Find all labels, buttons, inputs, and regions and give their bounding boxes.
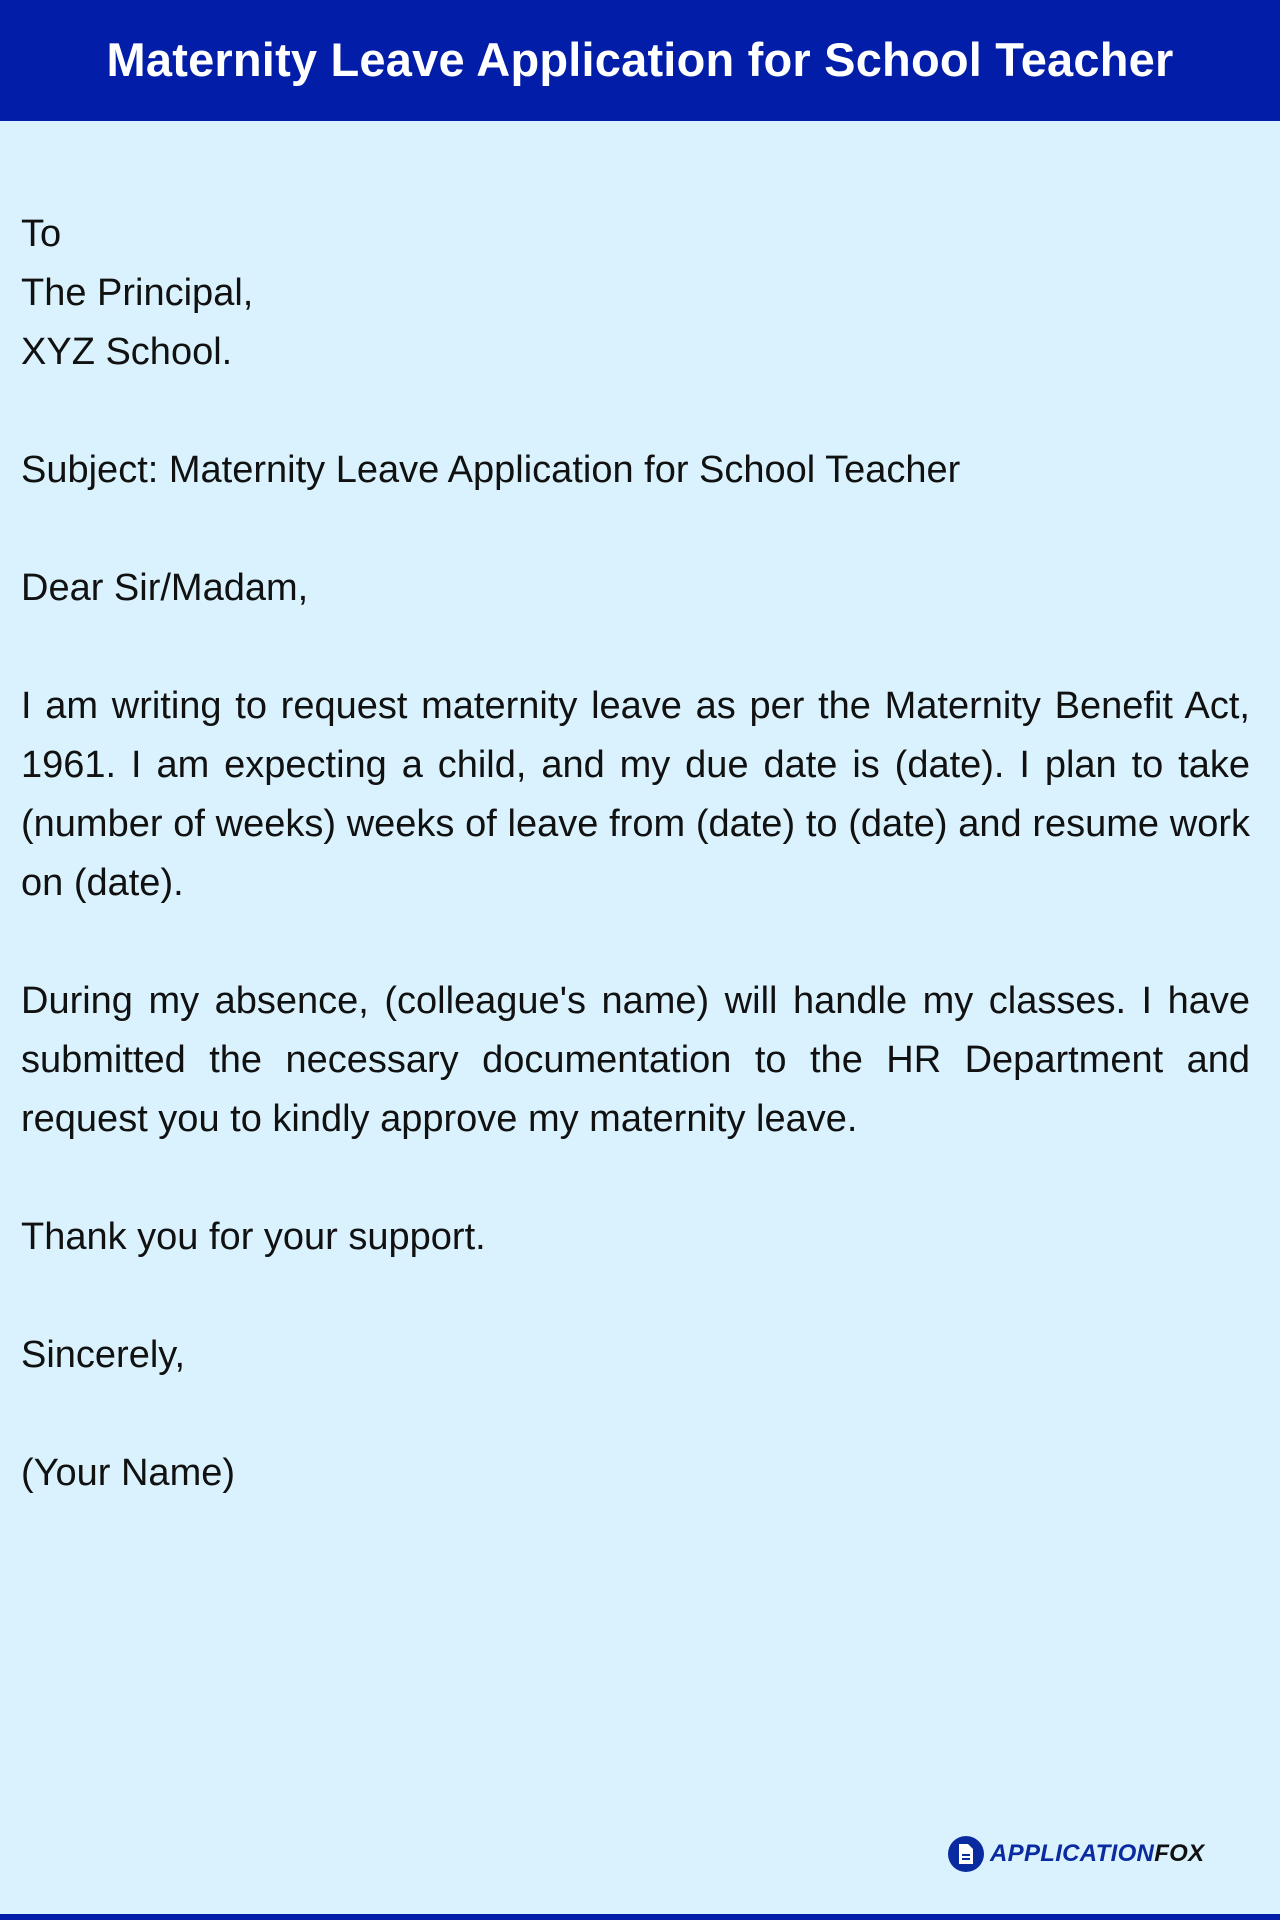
recipient-organization: XYZ School. (21, 331, 233, 373)
salutation: Dear Sir/Madam, (21, 567, 309, 609)
recipient-title: The Principal, (21, 272, 254, 314)
logo-text: APPLICATIONFOX (990, 1840, 1205, 1867)
header-banner (0, 0, 1280, 121)
signature: (Your Name) (21, 1452, 236, 1494)
letter-body (21, 205, 1250, 1503)
page-title: Maternity Leave Application for School Teacher (106, 33, 1174, 86)
document-icon (948, 1836, 984, 1872)
body-paragraph-2: During my absence, (colleague's name) will handle my classes. I have submitted the necessary documentation to the HR Department and request you to kindly approve my maternity leave. (21, 980, 1250, 1140)
recipient-to: To (21, 213, 62, 255)
closing: Sincerely, (21, 1334, 186, 1376)
thanks-line: Thank you for your support. (21, 1216, 486, 1258)
applicationfox-logo (948, 1836, 1204, 1872)
body-paragraph-1: I am writing to request maternity leave as per the Maternity Benefit Act, 1961. I am expecting a child, and my due date is (date). I plan to take (number of weeks) weeks of leave from (date) to (date) and resume work on (date). (21, 685, 1250, 904)
subject-line: Subject: Maternity Leave Application for School Teacher (21, 449, 961, 491)
bottom-border (0, 1914, 1280, 1920)
